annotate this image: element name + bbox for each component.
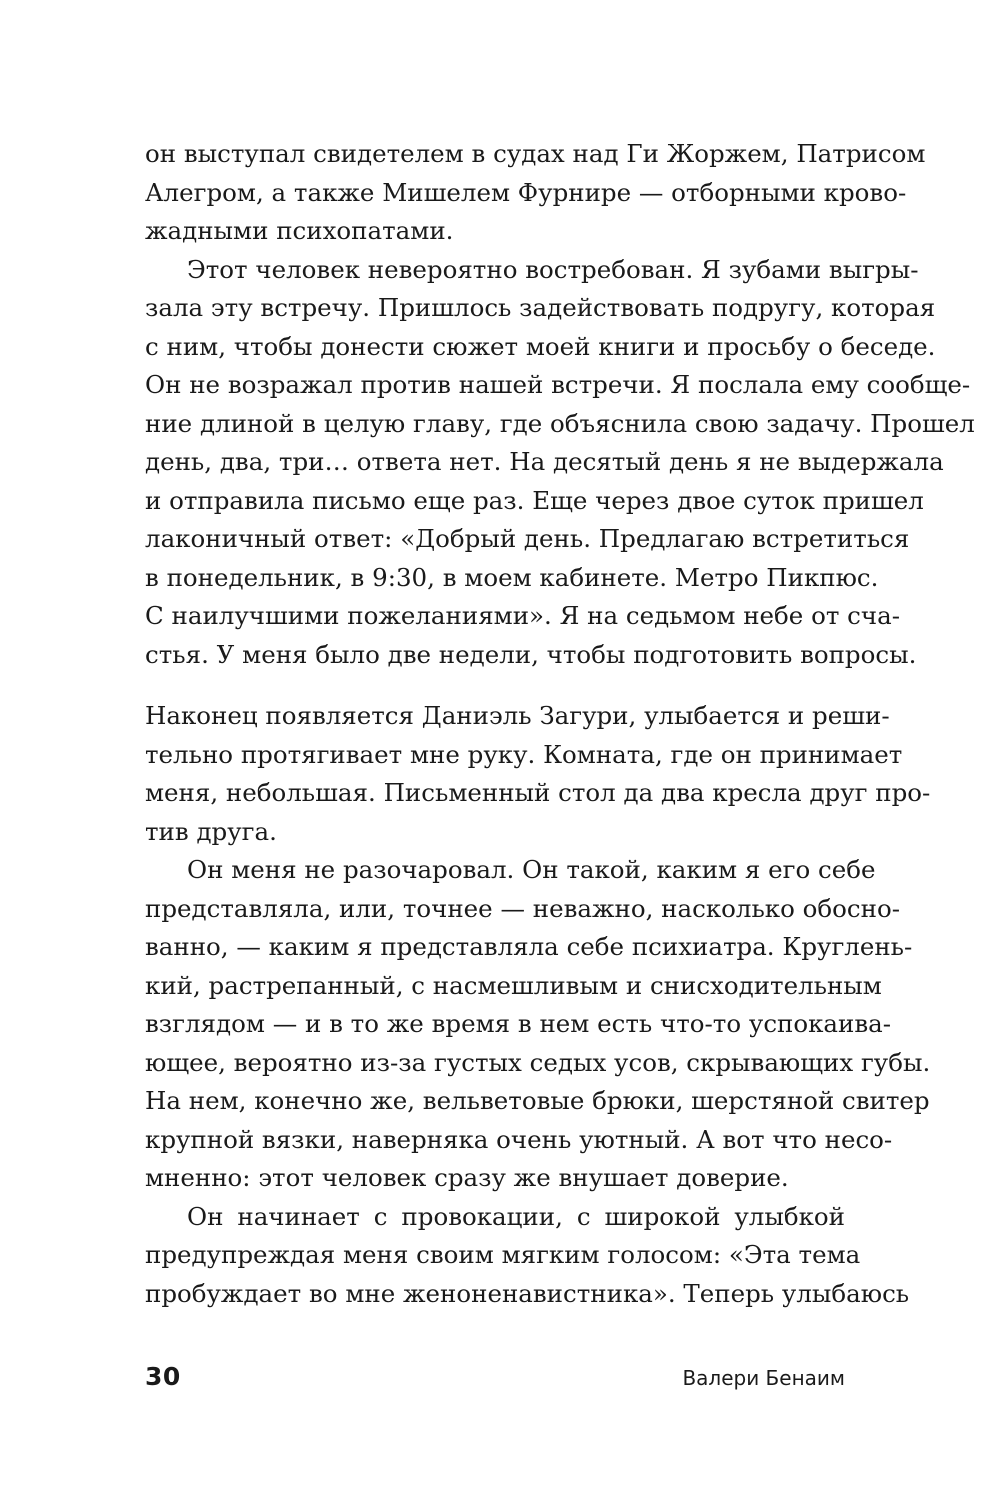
text-line: он выступал свидетелем в судах над Ги Жоржем, Патрисом	[145, 139, 926, 168]
text-line: Алегром, а также Мишелем Фурнире — отборными крово-	[145, 177, 907, 207]
text-line: тельно протягивает мне руку. Комната, где он принимает	[145, 739, 903, 769]
text-line: и отправила письмо еще раз. Еще через двое суток пришел	[145, 485, 924, 515]
text-line: Он меня не разочаровал. Он такой, каким я его себе	[187, 855, 876, 884]
text-line: взглядом — и в то же время в нем есть что-то успокаива-	[145, 1009, 892, 1038]
page-number: 30	[145, 1362, 181, 1391]
text-line: лаконичный ответ: «Добрый день. Предлагаю встретиться	[145, 524, 910, 553]
text-line: На нем, конечно же, вельветовые брюки, шерстяной свитер	[145, 1086, 930, 1115]
text-line: представляла, или, точнее — неважно, насколько обосно-	[145, 893, 900, 923]
page-footer	[145, 1362, 845, 1398]
running-author: Валери Бенаим	[682, 1366, 845, 1390]
text-line: крупной вязки, наверняка очень уютный. А вот что несо-	[145, 1124, 893, 1154]
text-line: жадными психопатами.	[145, 216, 454, 245]
text-line: с ним, чтобы донести сюжет моей книги и просьбу о беседе.	[145, 331, 936, 361]
text-line: Этот человек невероятно востребован. Я зубами выгры-	[187, 254, 919, 284]
text-line: ющее, вероятно из-за густых седых усов, скрывающих губы.	[145, 1047, 931, 1077]
text-line: стья. У меня было две недели, чтобы подготовить вопросы.	[145, 639, 917, 669]
text-line: мненно: этот человек сразу же внушает доверие.	[145, 1163, 789, 1192]
text-line: в понедельник, в 9:30, в моем кабинете. Метро Пикпюс.	[145, 562, 879, 592]
text-line: Он не возражал против нашей встречи. Я послала ему сообще-	[145, 370, 971, 399]
text-line: Он начинает с провокации, с широкой улыбкой	[187, 1201, 845, 1231]
text-line: пробуждает во мне женоненавистника». Теперь улыбаюсь	[145, 1278, 910, 1308]
text-line: предупреждая меня своим мягким голосом: «Эта тема	[145, 1240, 861, 1269]
text-block-one	[145, 135, 975, 674]
text-line: зала эту встречу. Пришлось задействовать подругу, которая	[145, 293, 936, 322]
text-block-two	[145, 697, 931, 1313]
text-line: меня, небольшая. Письменный стол да два кресла друг про-	[145, 778, 931, 807]
text-line: день, два, три… ответа нет. На десятый день я не выдержала	[145, 447, 944, 476]
text-line: ние длиной в целую главу, где объяснила свою задачу. Прошел	[145, 408, 975, 438]
text-line: С наилучшими пожеланиями». Я на седьмом небе от сча-	[145, 601, 900, 630]
text-line: кий, растрепанный, с насмешливым и снисходительным	[145, 970, 882, 1000]
text-line: Наконец появляется Даниэль Загури, улыбается и реши-	[145, 701, 890, 730]
text-line: тив друга.	[145, 816, 277, 846]
text-line: ванно, — каким я представляла себе психиатра. Круглень-	[145, 932, 913, 961]
